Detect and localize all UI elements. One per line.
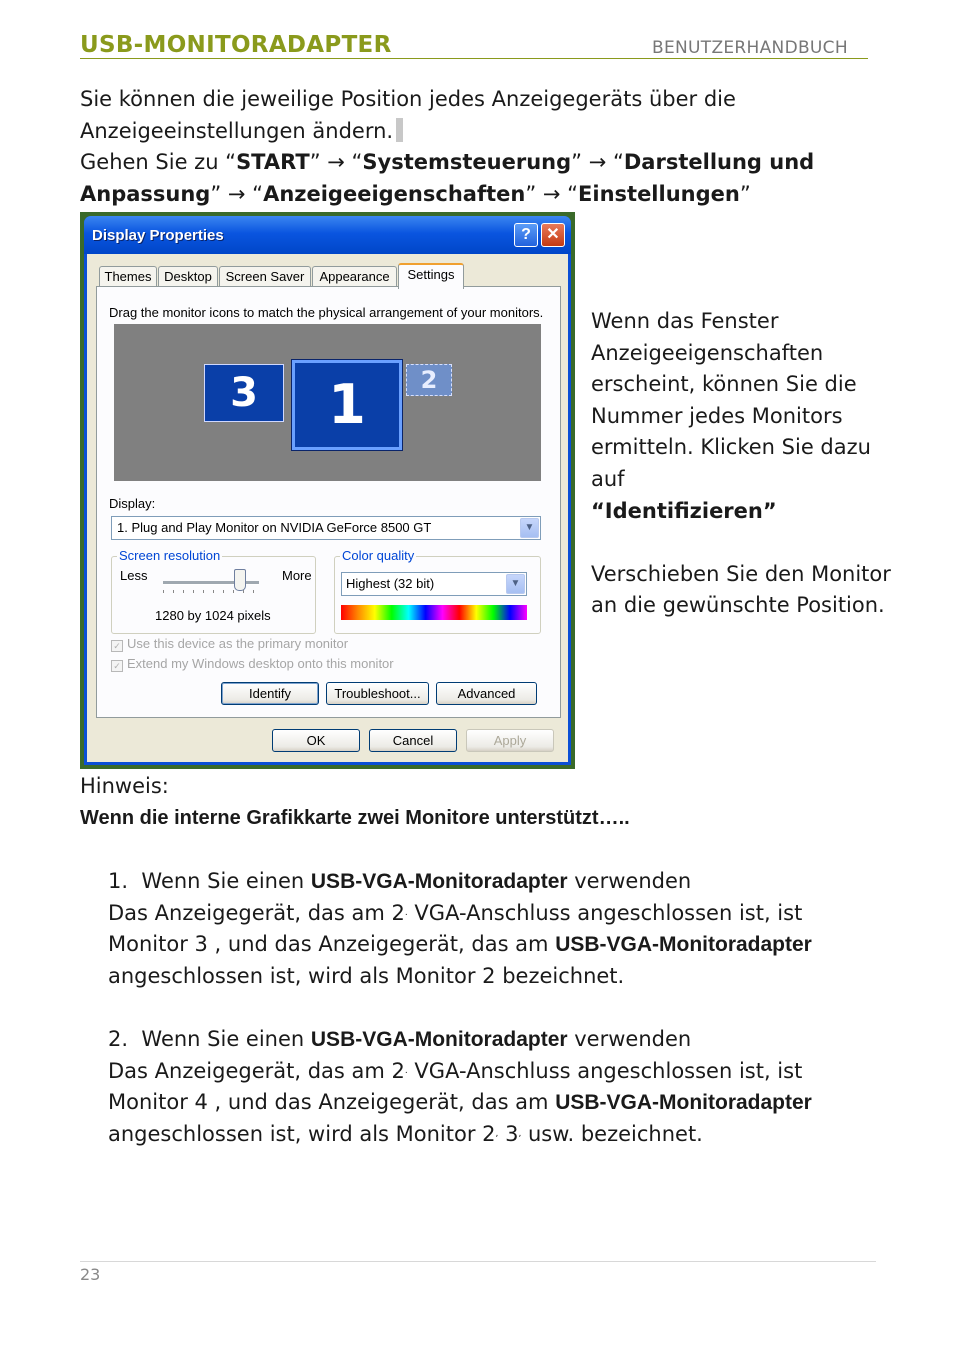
tab-desktop[interactable]: Desktop [158,266,218,287]
item-bold: USB-VGA-Monitoradapter [555,1091,812,1115]
cancel-button[interactable]: Cancel [369,729,457,752]
primary-monitor-checkbox[interactable] [111,636,348,652]
item-text: 3 [498,1121,519,1146]
page-number: 23 [80,1265,101,1284]
side-text: Wenn das Fenster Anzeigeeigenschaften erscheint, können Sie die Nummer jedes Monitors ermitteln. Klicken Sie dazu auf [591,309,871,491]
display-label: Display: [109,496,156,511]
item-text: Das Anzeigegerät, das am 2 [108,900,405,925]
chevron-down-icon[interactable]: ▼ [506,574,525,594]
dialog-window [84,216,571,765]
path-control-panel: Systemsteuerung [362,150,572,175]
slider-ticks [163,590,259,593]
chevron-down-icon[interactable]: ▼ [520,518,539,538]
display-select-value: 1. Plug and Play Monitor on NVIDIA GeForce 8500 GT [117,520,432,535]
item-text: VGA-Anschluss angeschlossen ist, ist [407,1058,803,1083]
color-quality-value: Highest (32 bit) [346,576,435,591]
dialog-titlebar[interactable] [84,216,571,254]
item-text: VGA-Anschluss angeschlossen ist, ist [407,900,803,925]
list-item: 2. Wenn Sie einen USB-VGA-Monitoradapter verwenden Das Anzeigegerät, das am 2. VGA-Anschluss angeschlossen ist, ist Monitor 4 , und das Anzeigegerät, das am USB-VGA-Monitoradapter angeschlossen ist, wird als Monitor 2, 3, usw. bezeichnet. [108,1027,812,1146]
intro-line-1: Sie können die jeweilige Position jedes Anzeigegeräts über die [80,87,736,111]
extend-desktop-checkbox[interactable] [111,656,394,672]
path-sep-1: ” → “ [309,150,363,175]
path-start: START [236,150,310,175]
ok-button[interactable]: OK [272,729,360,752]
path-sep-4: ” → “ [525,181,579,206]
dialog-title: Display Properties [92,227,224,244]
note-bold-text: Wenn die interne Grafikkarte zwei Monitore unterstützt….. [80,807,630,829]
item-text: angeschlossen ist, wird als Monitor 2 [108,1121,496,1146]
extend-desktop-label: Extend my Windows desktop onto this monitor [127,656,394,671]
checkbox-icon: ✓ [111,640,123,652]
side-identify: “Identifizieren” [591,498,777,523]
display-select[interactable] [111,516,541,540]
side-explanation [591,306,891,622]
path-sep-3: ” → “ [210,181,264,206]
item-bold: USB-VGA-Monitoradapter [555,933,812,957]
tab-screen-saver[interactable]: Screen Saver [219,266,311,287]
intro-line-2: Anzeigeeinstellungen ändern. [80,118,394,143]
footer-divider [80,1261,876,1262]
manual-subtitle: BENUTZERHANDBUCH [652,38,848,58]
item-number: 2. [108,1027,129,1051]
identify-button[interactable]: Identify [221,682,319,705]
path-settings: Einstellungen [578,181,740,206]
side-move-text: Verschieben Sie den Monitor an die gewünschte Position. [591,561,891,618]
item-text: usw. bezeichnet. [521,1121,703,1146]
manual-title: USB-MONITORADAPTER [80,32,392,58]
item-bold: USB-VGA-Monitoradapter [310,1028,568,1051]
troubleshoot-button[interactable]: Troubleshoot... [326,682,429,705]
resolution-label: Screen resolution [119,548,221,563]
tab-themes[interactable]: Themes [99,266,157,287]
checkbox-icon: ✓ [111,660,123,672]
intro-paragraph [80,84,880,210]
item-text: angeschlossen ist, wird als Monitor 2 bezeichnet. [108,963,625,988]
apply-button[interactable]: Apply [466,729,554,752]
item-text: Wenn Sie einen [141,869,311,893]
text-cursor [396,118,403,142]
resolution-slider-thumb[interactable] [234,569,246,591]
close-button[interactable]: ✕ [541,223,565,247]
path-appearance: Darstellung und Anpassung [80,150,815,206]
monitor-3-icon[interactable]: 3 [204,364,284,422]
monitor-arrangement-area[interactable] [114,324,541,481]
help-button[interactable]: ? [514,223,538,247]
header-divider [80,58,868,59]
item-text: Das Anzeigegerät, das am 2 [108,1058,405,1083]
color-quality-select[interactable] [341,572,527,596]
item-text: verwenden [567,869,692,893]
monitor-2-icon[interactable]: 2 [406,364,452,396]
item-text: Monitor 3 , und das Anzeigegerät, das am [108,932,556,957]
tab-appearance[interactable]: Appearance [312,266,397,287]
path-display-properties: Anzeigeeigenschaften [263,181,526,206]
path-suffix: ” [739,181,751,206]
item-text: verwenden [567,1027,692,1051]
drag-instructions: Drag the monitor icons to match the physical arrangement of your monitors. [109,305,544,320]
monitor-1-icon[interactable]: 1 [292,360,402,450]
resolution-value: 1280 by 1024 pixels [155,608,271,623]
path-sep-2: ” → “ [571,150,624,175]
more-label: More [282,568,312,583]
primary-monitor-label: Use this device as the primary monitor [127,636,349,651]
note-heading: Hinweis: [80,774,169,798]
item-number: 1. [108,869,129,893]
color-spectrum-bar [341,605,527,620]
less-label: Less [120,568,148,583]
path-prefix: Gehen Sie zu “ [80,150,237,175]
advanced-button[interactable]: Advanced [436,682,537,705]
list-item: 1. Wenn Sie einen USB-VGA-Monitoradapter verwenden Das Anzeigegerät, das am 2. VGA-Anschluss angeschlossen ist, ist Monitor 3 , und das Anzeigegerät, das am USB-VGA-Monitoradapter angeschlossen ist, wird als Monitor 2 bezeichnet. [108,869,812,988]
item-bold: USB-VGA-Monitoradapter [310,870,568,893]
color-quality-label: Color quality [342,548,415,563]
display-properties-screenshot [80,212,575,769]
item-text: Wenn Sie einen [141,1027,311,1051]
tab-settings[interactable]: Settings [398,263,464,289]
dialog-body [87,254,568,762]
item-text: Monitor 4 , und das Anzeigegerät, das am [108,1090,556,1115]
